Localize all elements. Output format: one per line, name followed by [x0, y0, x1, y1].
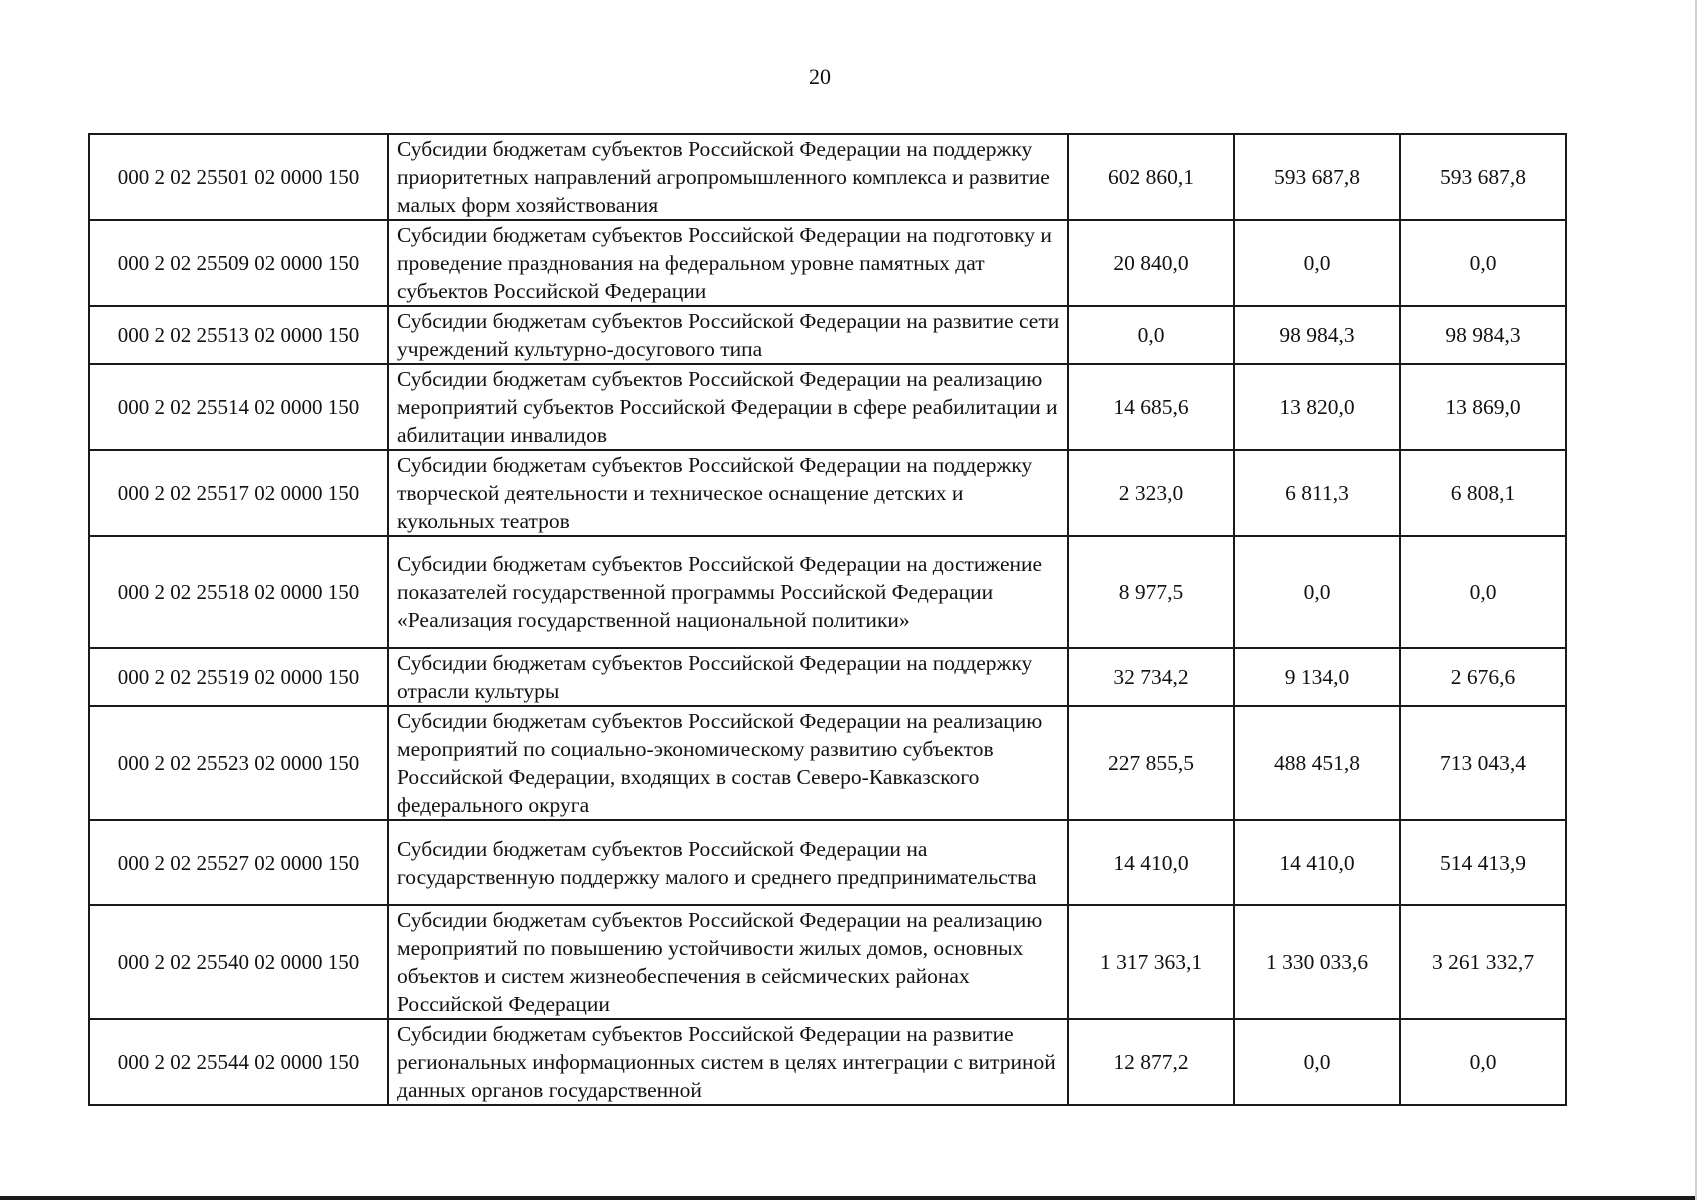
page-number: 20	[809, 64, 831, 89]
budget-name-cell: Субсидии бюджетам субъектов Российской Федерации на развитие региональных информационных систем в целях интеграции с витриной данных органов государственной	[388, 1019, 1068, 1105]
budget-code-cell: 000 2 02 25544 02 0000 150	[89, 1019, 388, 1105]
budget-code-cell: 000 2 02 25518 02 0000 150	[89, 536, 388, 648]
budget-code-cell: 000 2 02 25509 02 0000 150	[89, 220, 388, 306]
amount-cell-3: 3 261 332,7	[1400, 905, 1566, 1019]
table-row	[89, 220, 1566, 306]
amount-cell-2: 9 134,0	[1234, 648, 1400, 706]
amount-cell-2: 98 984,3	[1234, 306, 1400, 364]
amount-cell-3: 0,0	[1400, 1019, 1566, 1105]
amount-cell-1: 227 855,5	[1068, 706, 1234, 820]
amount-cell-3: 593 687,8	[1400, 134, 1566, 220]
amount-cell-1: 20 840,0	[1068, 220, 1234, 306]
budget-name-cell: Субсидии бюджетам субъектов Российской Федерации на достижение показателей государственной программы Российской Федерации «Реализация государственной национальной политики»	[388, 536, 1068, 648]
table-row	[89, 1019, 1566, 1105]
amount-cell-1: 12 877,2	[1068, 1019, 1234, 1105]
budget-code-cell: 000 2 02 25519 02 0000 150	[89, 648, 388, 706]
table-row	[89, 364, 1566, 450]
amount-cell-2: 14 410,0	[1234, 820, 1400, 905]
table-row	[89, 648, 1566, 706]
budget-table	[88, 133, 1567, 1106]
budget-code-cell: 000 2 02 25517 02 0000 150	[89, 450, 388, 536]
budget-name-cell: Субсидии бюджетам субъектов Российской Федерации на подготовку и проведение празднования на федеральном уровне памятных дат субъектов Российской Федерации	[388, 220, 1068, 306]
table-row	[89, 706, 1566, 820]
scan-edge-bottom	[0, 1196, 1697, 1200]
budget-code-cell: 000 2 02 25523 02 0000 150	[89, 706, 388, 820]
amount-cell-2: 593 687,8	[1234, 134, 1400, 220]
budget-name-cell: Субсидии бюджетам субъектов Российской Федерации на развитие сети учреждений культурно-досугового типа	[388, 306, 1068, 364]
amount-cell-1: 8 977,5	[1068, 536, 1234, 648]
budget-code-cell: 000 2 02 25540 02 0000 150	[89, 905, 388, 1019]
budget-name-cell: Субсидии бюджетам субъектов Российской Федерации на поддержку творческой деятельности и техническое оснащение детских и кукольных театров	[388, 450, 1068, 536]
amount-cell-3: 2 676,6	[1400, 648, 1566, 706]
budget-name-cell: Субсидии бюджетам субъектов Российской Федерации на реализацию мероприятий по повышению устойчивости жилых домов, основных объектов и систем жизнеобеспечения в сейсмических районах Российской Федерации	[388, 905, 1068, 1019]
amount-cell-2: 488 451,8	[1234, 706, 1400, 820]
table-row	[89, 536, 1566, 648]
amount-cell-1: 14 410,0	[1068, 820, 1234, 905]
table-row	[89, 905, 1566, 1019]
amount-cell-2: 0,0	[1234, 536, 1400, 648]
amount-cell-1: 0,0	[1068, 306, 1234, 364]
amount-cell-3: 713 043,4	[1400, 706, 1566, 820]
amount-cell-3: 0,0	[1400, 220, 1566, 306]
amount-cell-1: 32 734,2	[1068, 648, 1234, 706]
amount-cell-3: 13 869,0	[1400, 364, 1566, 450]
budget-code-cell: 000 2 02 25514 02 0000 150	[89, 364, 388, 450]
table-row	[89, 134, 1566, 220]
amount-cell-3: 514 413,9	[1400, 820, 1566, 905]
amount-cell-1: 1 317 363,1	[1068, 905, 1234, 1019]
budget-code-cell: 000 2 02 25501 02 0000 150	[89, 134, 388, 220]
table-row	[89, 820, 1566, 905]
budget-name-cell: Субсидии бюджетам субъектов Российской Федерации на реализацию мероприятий субъектов Российской Федерации в сфере реабилитации и абилитации инвалидов	[388, 364, 1068, 450]
budget-name-cell: Субсидии бюджетам субъектов Российской Федерации на поддержку приоритетных направлений агропромышленного комплекса и развитие малых форм хозяйствования	[388, 134, 1068, 220]
amount-cell-2: 13 820,0	[1234, 364, 1400, 450]
budget-name-cell: Субсидии бюджетам субъектов Российской Федерации на поддержку отрасли культуры	[388, 648, 1068, 706]
amount-cell-2: 0,0	[1234, 1019, 1400, 1105]
amount-cell-1: 602 860,1	[1068, 134, 1234, 220]
amount-cell-3: 0,0	[1400, 536, 1566, 648]
table-row	[89, 306, 1566, 364]
amount-cell-2: 1 330 033,6	[1234, 905, 1400, 1019]
table-row	[89, 450, 1566, 536]
amount-cell-3: 98 984,3	[1400, 306, 1566, 364]
budget-code-cell: 000 2 02 25513 02 0000 150	[89, 306, 388, 364]
amount-cell-3: 6 808,1	[1400, 450, 1566, 536]
budget-name-cell: Субсидии бюджетам субъектов Российской Федерации на государственную поддержку малого и среднего предпринимательства	[388, 820, 1068, 905]
amount-cell-2: 6 811,3	[1234, 450, 1400, 536]
budget-code-cell: 000 2 02 25527 02 0000 150	[89, 820, 388, 905]
amount-cell-2: 0,0	[1234, 220, 1400, 306]
budget-name-cell: Субсидии бюджетам субъектов Российской Федерации на реализацию мероприятий по социально-экономическому развитию субъектов Российской Федерации, входящих в состав Северо-Кавказского федерального округа	[388, 706, 1068, 820]
amount-cell-1: 2 323,0	[1068, 450, 1234, 536]
amount-cell-1: 14 685,6	[1068, 364, 1234, 450]
